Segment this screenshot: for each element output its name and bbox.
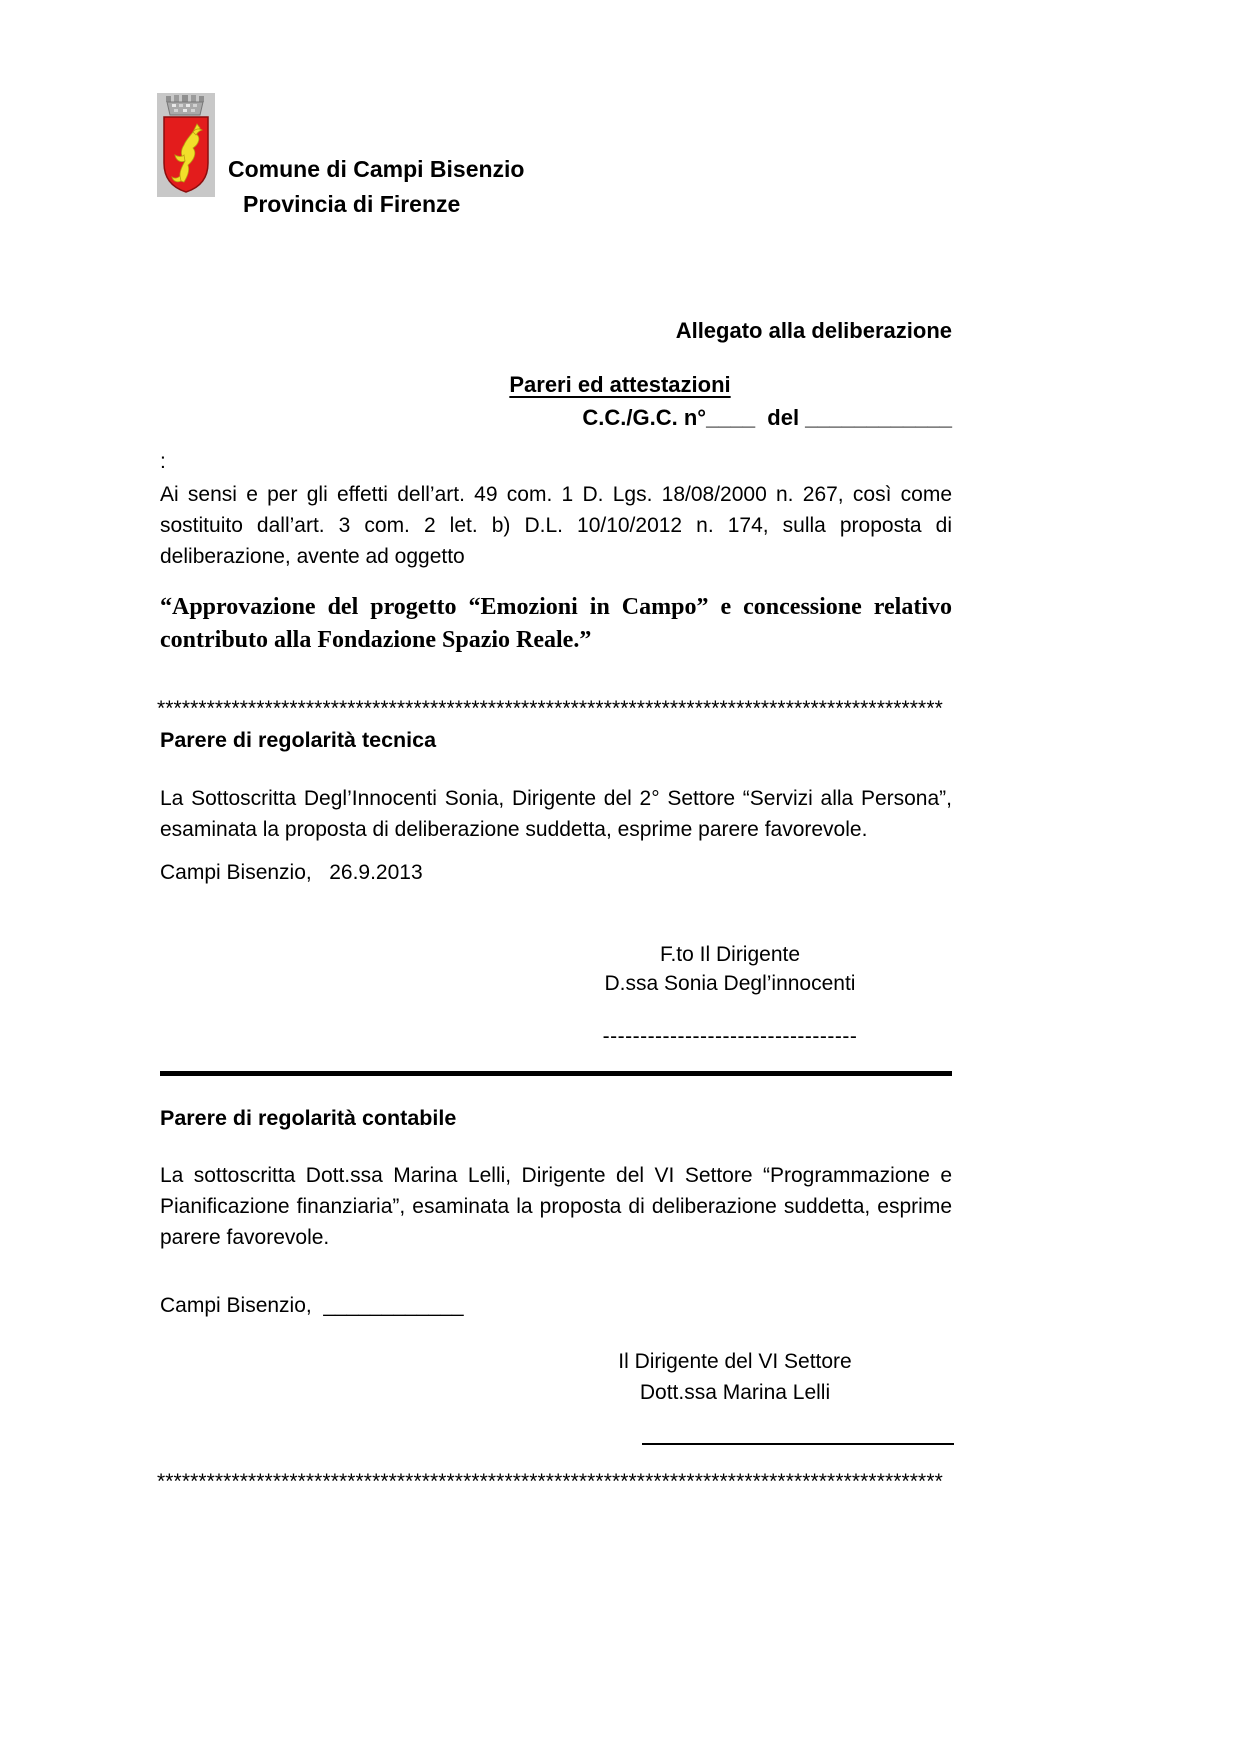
- attachment-line2: C.C./G.C. n°____ del ____________: [582, 405, 952, 430]
- intro-paragraph: Ai sensi e per gli effetti dell’art. 49 com. 1 D. Lgs. 18/08/2000 n. 267, così come sostituito dall’art. 3 com. 2 let. b) D.L. 10/10/2012 n. 174, sulla proposta di deliberazione, avente ad oggetto: [160, 483, 952, 568]
- section-divider-rule: [160, 1071, 952, 1076]
- province-name: Provincia di Firenze: [243, 191, 461, 217]
- technical-signature-name: D.ssa Sonia Degl’innocenti: [604, 972, 856, 995]
- accounting-signature-line: [642, 1443, 954, 1445]
- document-title: [0, 372, 1240, 398]
- technical-signature-role: F.to Il Dirigente: [659, 943, 801, 966]
- accounting-opinion-body: La sottoscritta Dott.ssa Marina Lelli, Dirigente del VI Settore “Programmazione e Pianificazione finanziaria”, esaminata la proposta di deliberazione suddetta, esprime parere favorevole.: [160, 1164, 952, 1249]
- accounting-signature-block: [545, 1346, 925, 1408]
- accounting-opinion-place-date: Campi Bisenzio, ____________: [160, 1294, 464, 1317]
- deliberation-subject: “Approvazione del progetto “Emozioni in Campo” e concessione relativo contributo alla Fondazione Spazio Reale.”: [160, 594, 952, 653]
- technical-opinion-place-date: Campi Bisenzio, 26.9.2013: [160, 861, 423, 884]
- technical-opinion-heading: Parere di regolarità tecnica: [160, 728, 437, 752]
- accounting-signature-role: Il Dirigente del VI Settore: [618, 1350, 852, 1373]
- coat-of-arms-graphic: [157, 93, 215, 197]
- municipal-coat-of-arms: [157, 93, 215, 197]
- asterisk-separator-bottom: ***********************************************************************************************: [157, 1470, 943, 1493]
- technical-signature-block: [540, 940, 920, 1051]
- asterisk-separator-top: ***********************************************************************************************: [157, 697, 943, 720]
- document-title-text: Pareri ed attestazioni: [509, 372, 731, 397]
- technical-opinion-body: La Sottoscritta Degl’Innocenti Sonia, Dirigente del 2° Settore “Servizi alla Persona”, esaminata la proposta di deliberazione suddetta, esprime parere favorevole.: [160, 787, 952, 841]
- accounting-opinion-heading: Parere di regolarità contabile: [160, 1106, 457, 1130]
- technical-signature-dashed-line: ----------------------------------: [602, 1025, 858, 1048]
- municipality-name: Comune di Campi Bisenzio: [228, 156, 525, 182]
- attachment-line1: Allegato alla deliberazione: [675, 318, 952, 343]
- intro-colon: :: [160, 450, 166, 473]
- accounting-signature-name: Dott.ssa Marina Lelli: [639, 1381, 831, 1404]
